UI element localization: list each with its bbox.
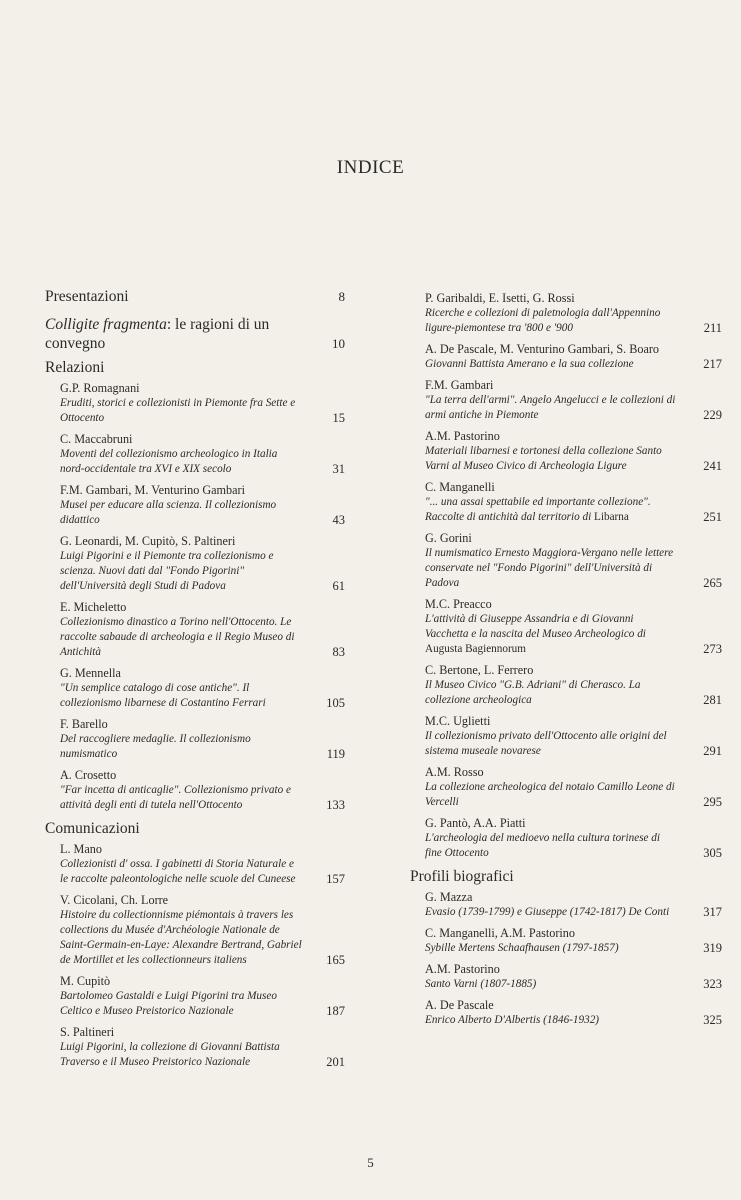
entry-authors: A.M. Pastorino [425, 429, 500, 443]
entry-title-text: "Far incetta di anticaglie". Collezionismo privato e attività degli enti di tutela nell'Ottocento [60, 784, 291, 811]
page-ref: 241 [703, 459, 722, 473]
entry-title-text: "Un semplice catalogo di cose antiche". Il collezionismo libarnese di Costantino Ferrari [60, 682, 266, 709]
page-ref: 187 [326, 1004, 345, 1018]
entry-authors: S. Paltineri [60, 1025, 115, 1039]
page-ref: 31 [332, 462, 345, 476]
entry-authors: G. Gorini [425, 531, 472, 545]
toc-entry [45, 599, 345, 660]
toc-entry [410, 596, 722, 657]
entry-title [425, 1013, 677, 1028]
toc-entry [410, 341, 722, 372]
page-ref: 10 [332, 336, 345, 351]
entry-authors: A. Crosetto [60, 768, 117, 782]
toc-entry [45, 973, 345, 1019]
entry-title-text: Enrico Alberto D'Albertis (1846-1932) [425, 1014, 600, 1026]
entry-authors: C. Maccabruni [60, 432, 133, 446]
toc-entry [410, 961, 722, 992]
entry-title [60, 681, 303, 711]
entry-title [60, 857, 303, 887]
toc-entry [410, 764, 722, 810]
entry-authors: C. Bertone, L. Ferrero [425, 663, 534, 677]
entry-title-text: Il numismatico Ernesto Maggiora-Vergano nelle lettere conservate nel "Fondo Pigorini" dell'Università di Padova [425, 547, 674, 589]
entry-title-text: L'archeologia del medioevo nella cultura torinese di fine Ottocento [425, 832, 661, 859]
entry-title [60, 908, 303, 968]
toc-entry [45, 665, 345, 711]
entry-title [60, 783, 303, 813]
page-ref: 317 [703, 905, 722, 919]
entry-authors: C. Manganelli [425, 480, 495, 494]
entry-title [425, 729, 677, 759]
entry-title-text: Giovanni Battista Amerano e la sua collezione [425, 358, 634, 370]
toc-entry [410, 290, 722, 336]
entry-title [60, 1040, 303, 1070]
toc-entry [410, 889, 722, 920]
entry-title [425, 977, 677, 992]
toc-entry [45, 716, 345, 762]
entry-authors: M. Cupitò [60, 974, 111, 988]
right-column [410, 290, 722, 1028]
toc-entry [45, 841, 345, 887]
relazioni-list [45, 380, 345, 813]
toc-entry [45, 533, 345, 594]
entry-authors: E. Micheletto [60, 600, 127, 614]
entry-title-text: Moventi del collezionismo archeologico in Italia nord-occidentale tra XVI e XIX secolo [60, 448, 278, 475]
entry-authors: P. Garibaldi, E. Isetti, G. Rossi [425, 291, 575, 305]
entry-title [425, 780, 677, 810]
entry-title [60, 549, 303, 594]
entry-authors: F.M. Gambari, M. Venturino Gambari [60, 483, 245, 497]
section-label-rest: : le ragioni di un convegno [45, 316, 270, 352]
page-ref: 119 [326, 747, 345, 761]
entry-title-text: Luigi Pigorini e il Piemonte tra collezionismo e scienza. Nuovi dati dal "Fondo Pigorini" dell'Università degli Studi di Padova [60, 550, 274, 592]
toc-entry [45, 767, 345, 813]
entry-title [425, 546, 677, 591]
entry-authors: G. Leonardi, M. Cupitò, S. Paltineri [60, 534, 236, 548]
entry-authors: F. Barello [60, 717, 108, 731]
page-ref: 43 [332, 513, 345, 527]
section-relazioni [45, 358, 345, 377]
page-ref: 291 [703, 744, 722, 758]
entry-authors: G. Mennella [60, 666, 121, 680]
page-title: INDICE [336, 157, 405, 178]
entry-title [60, 447, 303, 477]
entry-title-upright: Libarna [594, 511, 629, 523]
entry-authors: A.M. Rosso [425, 765, 484, 779]
page-ref: 217 [703, 357, 722, 371]
page-ref: 229 [703, 408, 722, 422]
toc-entry [45, 1024, 345, 1070]
entry-title-text: Evasio (1739-1799) e Giuseppe (1742-1817) De Conti [425, 906, 670, 918]
page-ref: 165 [326, 953, 345, 967]
entry-authors: V. Cicolani, Ch. Lorre [60, 893, 169, 907]
page-ref: 319 [703, 941, 722, 955]
comunicazioni-list [45, 841, 345, 1070]
entry-title-text: Eruditi, storici e collezionisti in Piemonte fra Sette e Ottocento [60, 397, 296, 424]
profili-list [410, 889, 722, 1028]
entry-title-text: Collezionisti d' ossa. I gabinetti di Storia Naturale e le raccolte paleontologiche nelle scuole del Cuneese [60, 858, 296, 885]
entry-title-text: Collezionismo dinastico a Torino nell'Ottocento. Le raccolte sabaude di archeologia e il Regio Museo di Antichità [60, 616, 295, 658]
entry-title [60, 732, 303, 762]
right-list [410, 290, 722, 861]
entry-title [60, 396, 303, 426]
entry-authors: A. De Pascale, M. Venturino Gambari, S. Boaro [425, 342, 660, 356]
toc-entry [45, 431, 345, 477]
entry-authors: G.P. Romagnani [60, 381, 140, 395]
toc-entry [410, 815, 722, 861]
entry-title [425, 444, 677, 474]
toc-entry [45, 380, 345, 426]
entry-title-text: Histoire du collectionnisme piémontais à travers les collections du Musée d'Archéologie Nationale de Saint-Germain-en-Laye: Alexandre Bertrand, Gabriel de Mortillet et les collectionneurs italiens [60, 909, 302, 966]
section-label: Profili biografici [410, 868, 514, 885]
page-number: 5 [367, 1155, 374, 1170]
section-profili [410, 867, 722, 886]
section-presentazioni [45, 287, 345, 306]
entry-title-text: Sybille Mertens Schaafhausen (1797-1857) [425, 942, 619, 954]
section-label: Relazioni [45, 359, 105, 376]
entry-title [425, 495, 677, 525]
page-ref: 83 [332, 645, 345, 659]
toc-entry [410, 530, 722, 591]
entry-title [425, 612, 677, 657]
toc-entry [410, 662, 722, 708]
toc-entry [410, 377, 722, 423]
entry-title-text: Luigi Pigorini, la collezione di Giovanni Battista Traverso e il Museo Preistorico Nazionale [60, 1041, 280, 1068]
entry-title-upright: Augusta Bagiennorum [425, 643, 526, 655]
entry-title [60, 498, 303, 528]
page-ref: 323 [703, 977, 722, 991]
entry-title [60, 989, 303, 1019]
page-ref: 8 [338, 289, 345, 304]
section-label: Comunicazioni [45, 820, 140, 837]
toc-entry [410, 428, 722, 474]
entry-title [60, 615, 303, 660]
entry-title [425, 831, 677, 861]
entry-title [425, 941, 677, 956]
entry-title-text: Bartolomeo Gastaldi e Luigi Pigorini tra Museo Celtico e Museo Preistorico Nazionale [60, 990, 277, 1017]
page-ref: 273 [703, 642, 722, 656]
page-ref: 281 [703, 693, 722, 707]
entry-title [425, 678, 677, 708]
entry-title-text: La collezione archeologica del notaio Camillo Leone di Vercelli [425, 781, 675, 808]
entry-authors: G. Mazza [425, 890, 473, 904]
entry-authors: M.C. Preacco [425, 597, 492, 611]
left-column [45, 287, 345, 1070]
entry-authors: M.C. Uglietti [425, 714, 491, 728]
toc-entry [45, 482, 345, 528]
entry-title-text: Il collezionismo privato dell'Ottocento alle origini del sistema museale novarese [425, 730, 667, 757]
entry-title [425, 905, 677, 920]
section-comunicazioni [45, 819, 345, 838]
toc-entry [45, 892, 345, 968]
entry-authors: G. Pantò, A.A. Piatti [425, 816, 526, 830]
page-ref: 157 [326, 872, 345, 886]
section-colligite [45, 315, 345, 353]
page-ref: 211 [703, 321, 722, 335]
entry-title [425, 306, 677, 336]
page-ref: 133 [326, 798, 345, 812]
page-ref: 201 [326, 1055, 345, 1069]
page-ref: 305 [703, 846, 722, 860]
entry-authors: L. Mano [60, 842, 102, 856]
entry-authors: C. Manganelli, A.M. Pastorino [425, 926, 575, 940]
page-ref: 325 [703, 1013, 722, 1027]
entry-authors: A. De Pascale [425, 998, 494, 1012]
page-ref: 265 [703, 576, 722, 590]
page-ref: 105 [326, 696, 345, 710]
entry-title-text: Musei per educare alla scienza. Il collezionismo didattico [60, 499, 277, 526]
entry-title [425, 357, 677, 372]
toc-entry [410, 713, 722, 759]
entry-authors: A.M. Pastorino [425, 962, 500, 976]
entry-title-text: Del raccogliere medaglie. Il collezionismo numismatico [60, 733, 251, 760]
toc-entry [410, 925, 722, 956]
entry-title [425, 393, 677, 423]
entry-title-text: "La terra dell'armi". Angelo Angelucci e le collezioni di armi antiche in Piemonte [425, 394, 676, 421]
page-ref: 295 [703, 795, 722, 809]
section-label-italic: Colligite fragmenta [45, 316, 167, 333]
entry-title-text: Materiali libarnesi e tortonesi della collezione Santo Varni al Museo Civico di Archeologia Ligure [425, 445, 662, 472]
section-label: Presentazioni [45, 288, 129, 305]
toc-entry [410, 997, 722, 1028]
page-ref: 15 [332, 411, 345, 425]
page-ref: 61 [332, 579, 345, 593]
entry-title-text: Ricerche e collezioni di paletnologia dall'Appennino ligure-piemontese tra '800 e '900 [425, 307, 661, 334]
entry-title-text: Il Museo Civico "G.B. Adriani" di Cherasco. La collezione archeologica [425, 679, 641, 706]
toc-entry [410, 479, 722, 525]
entry-title-text: "... una assai spettabile ed importante collezione". Raccolte di antichità dal territorio di [425, 496, 651, 523]
page-ref: 251 [703, 510, 722, 524]
entry-title-text: Santo Varni (1807-1885) [425, 978, 537, 990]
entry-authors: F.M. Gambari [425, 378, 494, 392]
entry-title-text: L'attività di Giuseppe Assandria e di Giovanni Vacchetta e la nascita del Museo Archeologico di [425, 613, 646, 640]
